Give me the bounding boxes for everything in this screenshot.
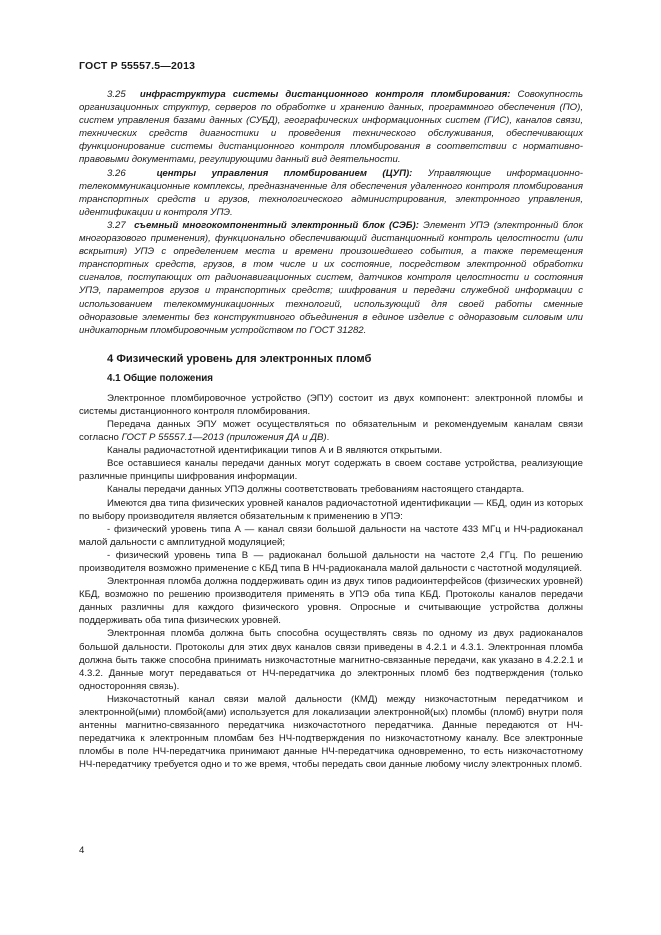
- page-content: [79, 88, 583, 772]
- paragraph-text: Передача данных ЭПУ может осуществляться по обязательным и рекомендуемым каналам связи согласно: [79, 418, 583, 444]
- section-heading: 4 Физический уровень для электронных пломб: [107, 352, 372, 365]
- term-definition: Элемент УПЭ (электронный блок многоразового применения), функционально обеспечивающий дистанционный контроль целостности (или вскрытия) УПЭ с определением места и времени произошедшего события, а также перемещения транспортных средств, грузов, в том числе и их состояние, посредством электронной обработки сигналов, поступающих от радионавигационных систем, датчиков контроля целостности и состояния УПЭ, параметров грузов и транспортных средств; шифрования и передачи служебной информации с использованием телекоммуникационных технологий, использующий для своей работы сменные одноразовые элементы без конструктивного объединения в единое изделие с одноразовым силовым или индикаторным пломбировочным устройством по ГОСТ 31282.: [79, 219, 583, 336]
- paragraph: [79, 418, 583, 444]
- paragraph-text-end: .: [326, 432, 330, 444]
- term-name: инфраструктура системы дистанционного контроля пломбирования:: [139, 89, 511, 100]
- paragraph: Имеются два типа физических уровней каналов радиочастотной идентификации — КБД, один из которых по выбору производителя является обязательным к применению в УПЭ:: [79, 497, 583, 522]
- term-name: съемный многокомпонентный электронный блок (СЭБ):: [134, 219, 419, 231]
- paragraph: Электронная пломба должна поддерживать один из двух типов радиоинтерфейсов (физических уровней) КБД, возможно по решению производителя применять в УПЭ оба типа КБД. Протоколы каналов передачи данных различны для каждого физического уровня. Опросные и считывающие устройства должны поддерживать оба типа физических уровней.: [79, 576, 583, 627]
- term-3-27: [79, 219, 583, 337]
- paragraph: Электронное пломбировочное устройство (ЭПУ) состоит из двух компонент: электронной пломбы и системы дистанционного контроля пломбирования.: [79, 392, 583, 417]
- term-number: 3.26: [107, 167, 126, 179]
- term-name: центры управления пломбированием (ЦУП):: [156, 167, 413, 179]
- list-item: - физический уровень типа А — канал связи большой дальности на частоте 433 МГц и НЧ-радиоканал малой дальности с амплитудной модуляцией;: [79, 523, 583, 548]
- paragraph: Низкочастотный канал связи малой дальности (КМД) между низкочастотным передатчиком и электронной(ыми) пломбой(ами) используется для локализации электронной(ых) пломбы (пломб) внутри поля антенны магнитно-связанного передатчика низкочастотного передатчика. Данные передаются от НЧ-передатчика к электронным пломбам без НЧ-подтверждения по низкочастотному каналу. Все электронные пломбы в поле НЧ-передатчика принимают данные НЧ-передатчика одновременно, то есть низкочастотному НЧ-передатчику требуется одно и то же время, чтобы передать свои данные любому числу электронных пломб.: [79, 693, 583, 771]
- list-item: - физический уровень типа В — радиоканал большой дальности на частоте 2,4 ГГц. По решению производителя возможно применение с КБД типа В НЧ-радиоканала малой дальности с частотной модуляцией.: [79, 549, 583, 574]
- term-3-26: [79, 167, 583, 219]
- document-code-header: ГОСТ Р 55557.5—2013: [79, 60, 196, 72]
- page-number: 4: [79, 845, 85, 856]
- subsection-heading: 4.1 Общие положения: [107, 372, 214, 384]
- paragraph: Все оставшиеся каналы передачи данных могут содержать в своем составе устройства, реализующие различные принципы шифрования информации.: [79, 458, 583, 483]
- paragraph: Электронная пломба должна быть способна осуществлять связь по одному из двух радиоканалов большой дальности. Протоколы для этих двух каналов связи приведены в 4.2.1 и 4.3.1. Электронная пломба должна быть также способна принимать низкочастотные магнитно-связанные передачи, как указано в 4.2.2.1 и 4.3.2. Данные могут передаваться от НЧ-передатчика до электронных пломб без подтверждения (только односторонняя связь).: [79, 628, 583, 692]
- term-definition: Управляющие информационно-телекоммуникационные комплексы, предназначенные для обеспечения удаленного контроля пломбирования транспортных средств и грузов, технологического администрирования, электронного управления, идентификации и контроля УПЭ.: [79, 167, 583, 218]
- paragraph: Каналы передачи данных УПЭ должны соответствовать требованиям настоящего стандарта.: [107, 484, 525, 496]
- term-number: 3.25: [107, 89, 126, 100]
- paragraph: Каналы радиочастотной идентификации типов А и В являются открытыми.: [107, 445, 443, 457]
- term-definition: Совокупность организационных структур, серверов по обработке и хранению данных, программного обеспечения (ПО), систем управления базами данных (СУБД), географических информационных систем (ГИС), каналов связи, технических средств диагностики и проведения технического обслуживания, обеспечивающих функционирование системы дистанционного контроля пломбирования в соответствии с нормативно-правовыми документами, регулирующими данный вид деятельности.: [79, 89, 583, 166]
- term-3-25: [79, 88, 583, 167]
- term-number: 3.27: [107, 219, 126, 231]
- standard-reference: ГОСТ Р 55557.1—2013 (приложения ДА и ДВ): [121, 432, 327, 444]
